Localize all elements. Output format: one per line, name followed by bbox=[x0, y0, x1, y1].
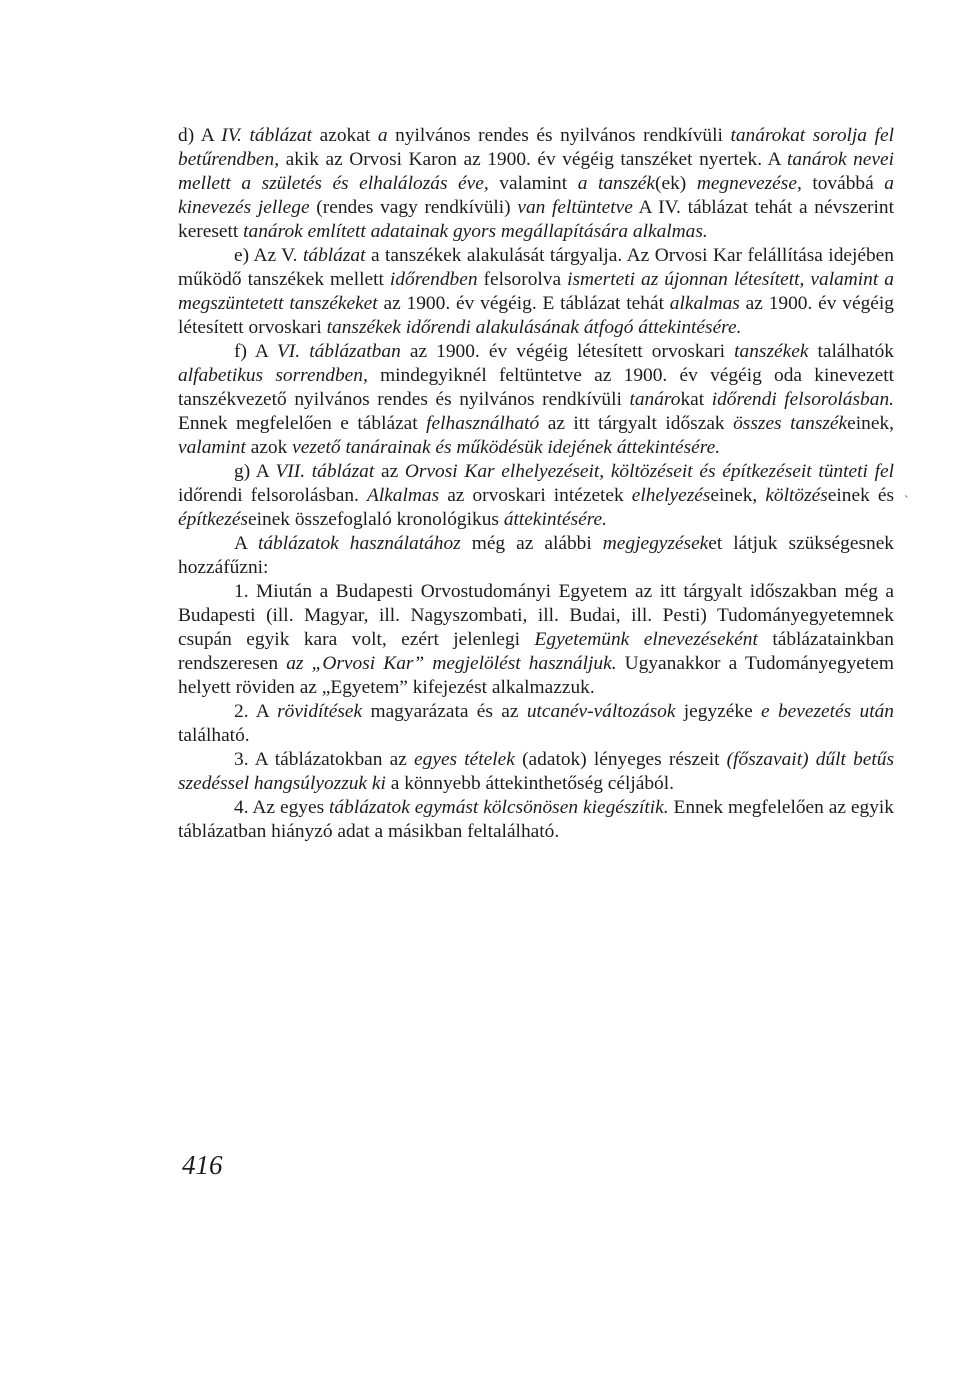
italic-text: tanárok nevei mellett a születés és elhalálozás éve, bbox=[178, 149, 894, 194]
text-run: (rendes vagy rendkívüli) bbox=[309, 197, 518, 218]
text-run: felsorolva bbox=[477, 269, 568, 290]
italic-text: időrendben bbox=[389, 269, 478, 290]
text-run: e) Az V. bbox=[234, 245, 303, 266]
text-run: az itt tárgyalt időszak bbox=[539, 413, 734, 434]
page-number: 416 bbox=[182, 1150, 223, 1180]
text-run: még az alábbi bbox=[460, 533, 603, 554]
text-run: időrendi felsorolásban. bbox=[178, 485, 367, 506]
text-run: található. bbox=[178, 725, 250, 746]
text-run: 1. Miután a Budapesti Orvostudományi Egyetem az itt tárgyalt időszakban még a Budapesti (ill. Magyar, ill. Nagyszombati, ill. Budai, ill. Pesti) Tudományegyetemnek csupán egyik kara volt, ezért jelenlegi bbox=[178, 581, 894, 650]
paragraph bbox=[178, 244, 894, 340]
text-run: A bbox=[234, 533, 258, 554]
text-run: táblázatainkban rendszeresen bbox=[178, 629, 894, 674]
italic-text: tanszékek időrendi alakulásának átfogó áttekintésére. bbox=[326, 317, 742, 338]
italic-text: ismerteti az újonnan létesített, valamint a megszüntetett tanszékeket bbox=[178, 269, 894, 314]
text-run: az 1900. év végéig. E táblázat tehát bbox=[377, 293, 670, 314]
paragraph bbox=[178, 340, 894, 460]
italic-text: a kinevezés jellege bbox=[178, 173, 894, 218]
text-run: magyarázata és az bbox=[362, 701, 527, 722]
italic-text: időrendi felsorolásban. bbox=[711, 389, 894, 410]
paragraph bbox=[178, 124, 894, 244]
italic-text: táblázat bbox=[303, 245, 366, 266]
text-run: az bbox=[374, 461, 405, 482]
italic-text: Orvosi Kar elhelyezéseit, költözéseit és építkezéseit tünteti fel bbox=[404, 461, 894, 482]
scan-mark: ˋ bbox=[904, 494, 909, 509]
text-run: f) A bbox=[234, 341, 277, 362]
paragraph bbox=[178, 580, 894, 700]
text-run: d) A bbox=[178, 125, 222, 146]
text-run: azokat bbox=[312, 125, 378, 146]
text-run: 2. A bbox=[234, 701, 278, 722]
italic-text: tanszékek bbox=[734, 341, 809, 362]
text-run: valamint bbox=[488, 173, 578, 194]
italic-text: alfabetikus sorrendben, bbox=[178, 365, 368, 386]
italic-text: tanárokat sorolja fel betűrendben, bbox=[178, 125, 894, 170]
paragraph bbox=[178, 460, 894, 532]
italic-text: megnevezése, bbox=[696, 173, 802, 194]
italic-text: a bbox=[377, 125, 388, 146]
text-run: g) A bbox=[234, 461, 276, 482]
text-run: (ek) bbox=[655, 173, 697, 194]
text-run: (adatok) lényeges részeit bbox=[514, 749, 727, 770]
italic-text: van feltüntetve bbox=[517, 197, 633, 218]
text-run: továbbá bbox=[801, 173, 885, 194]
italic-text: Egyetemünk elnevezéseként bbox=[534, 629, 758, 650]
italic-text: építkezés bbox=[178, 509, 248, 530]
italic-text: felhasználható bbox=[426, 413, 540, 434]
italic-text: tanáro bbox=[629, 389, 681, 410]
text-run: 4. Az egyes bbox=[234, 797, 330, 818]
text-run: et látjuk szükségesnek hozzáfűzni: bbox=[178, 533, 894, 578]
text-run: nyilvános rendes és nyilvános rendkívüli bbox=[387, 125, 731, 146]
italic-text: e bevezetés után bbox=[761, 701, 894, 722]
italic-text: (főszavait) dűlt betűs szedéssel hangsúlyozzuk ki bbox=[178, 749, 895, 794]
italic-text: a tanszék bbox=[577, 173, 656, 194]
text-run: Ugyanakkor a Tudományegyetem helyett röviden az „Egyetem” kifejezést alkalmazzuk. bbox=[178, 653, 894, 698]
italic-text: megjegyzések bbox=[602, 533, 709, 554]
italic-text: elhelyezés bbox=[631, 485, 711, 506]
italic-text: vezető tanárainak és működésük idejének áttekintésére. bbox=[292, 437, 721, 458]
italic-text: táblázatok használatához bbox=[257, 533, 461, 554]
text-run: az 1900. év végéig létesített orvoskari bbox=[178, 293, 894, 338]
italic-text: az „Orvosi Kar” megjelölést használjuk. bbox=[286, 653, 617, 674]
text-run: einek, bbox=[847, 413, 894, 434]
paragraph bbox=[178, 532, 894, 580]
paragraph bbox=[178, 748, 894, 796]
paragraph bbox=[178, 796, 894, 844]
text-run: 3. A táblázatokban az bbox=[234, 749, 415, 770]
text-run: azok bbox=[245, 437, 293, 458]
italic-text: valamint bbox=[178, 437, 246, 458]
italic-text: összes tanszék bbox=[733, 413, 848, 434]
text-run: A IV. táblázat tehát a névszerint keresett bbox=[178, 197, 894, 242]
text-run: einek és bbox=[827, 485, 894, 506]
text-run: Ennek megfelelően az egyik táblázatban hiányzó adat a másikban feltalálható. bbox=[178, 797, 895, 842]
italic-text: áttekintésére. bbox=[503, 509, 608, 530]
italic-text: VI. táblázatban bbox=[276, 341, 401, 362]
text-run: akik az Orvosi Karon az 1900. év végéig tanszéket nyertek. A bbox=[279, 149, 787, 170]
text-run: a könnyebb áttekinthetőség céljából. bbox=[385, 773, 674, 794]
text-run: a tanszékek alakulását tárgyalja. Az Orvosi Kar felállítása idejében működő tanszékek mellett bbox=[178, 245, 894, 290]
text-run: Ennek megfelelően e táblázat bbox=[178, 413, 427, 434]
italic-text: VII. táblázat bbox=[275, 461, 375, 482]
text-run: einek összefoglaló kronológikus bbox=[248, 509, 504, 530]
italic-text: rövidítések bbox=[277, 701, 363, 722]
italic-text: táblázatok egymást kölcsönösen kiegészítik. bbox=[329, 797, 669, 818]
italic-text: egyes tételek bbox=[414, 749, 515, 770]
italic-text: alkalmas bbox=[669, 293, 740, 314]
page-body bbox=[178, 124, 894, 844]
text-run: az 1900. év végéig létesített orvoskari bbox=[400, 341, 735, 362]
italic-text: tanárok említett adatainak gyors megállapítására alkalmas. bbox=[243, 221, 708, 242]
italic-text: utcanév-változások bbox=[526, 701, 676, 722]
text-run: jegyzéke bbox=[675, 701, 762, 722]
paragraph bbox=[178, 700, 894, 748]
italic-text: Alkalmas bbox=[366, 485, 440, 506]
italic-text: IV. táblázat bbox=[221, 125, 312, 146]
text-run: az orvoskari intézetek bbox=[439, 485, 632, 506]
text-run: találhatók bbox=[808, 341, 894, 362]
text-run: einek, bbox=[710, 485, 766, 506]
text-run: kat bbox=[680, 389, 712, 410]
text-run: mindegyiknél feltüntetve az 1900. év végéig oda kinevezett tanszékvezető nyilvános rendes és nyilvános rendkívüli bbox=[178, 365, 894, 410]
italic-text: költözés bbox=[765, 485, 828, 506]
